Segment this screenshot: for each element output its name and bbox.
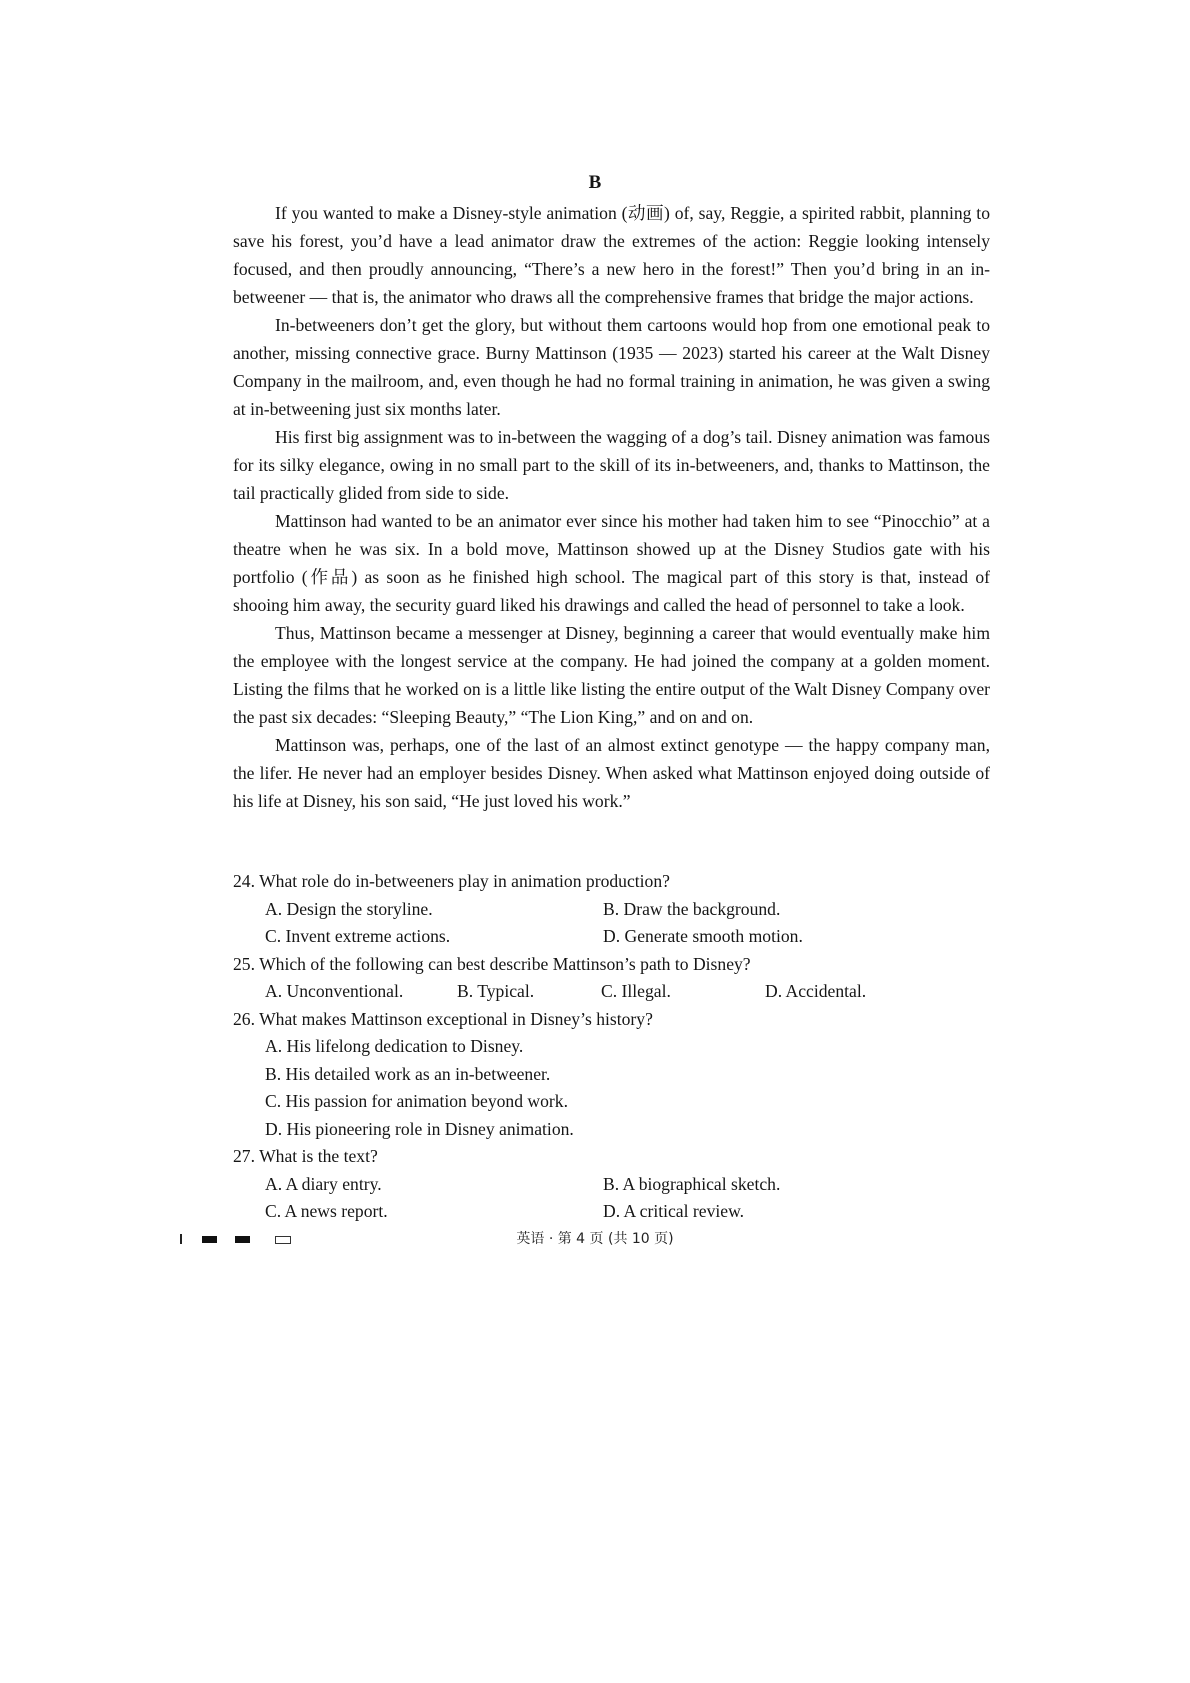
passage-paragraph: If you wanted to make a Disney-style animation (动画) of, say, Reggie, a spirited rabbit, planning to save his forest, you’d have a lead animator draw the extremes of the action: Reggie looking intensely focused, and then proudly announcing, “There’s a new hero in the forest!” Then you’d bring in an in-betweener — that is, the animator who draws all the comprehensive frames that bridge the major actions. (233, 203, 990, 307)
option-b: B. Typical. (457, 981, 535, 1001)
question-stem: 25. Which of the following can best describe Mattinson’s path to Disney? (233, 953, 751, 974)
section-title: B (588, 172, 602, 193)
option-a: A. Design the storyline. (265, 898, 433, 919)
passage-paragraph: Mattinson was, perhaps, one of the last of an almost extinct genotype — the happy company man, the lifer. He never had an employer besides Disney. When asked what Mattinson enjoyed doing outside of his life at Disney, his son said, “He just loved his work.” (233, 735, 990, 811)
option-d: D. Generate smooth motion. (603, 926, 803, 946)
passage-paragraph: In-betweeners don’t get the glory, but without them cartoons would hop from one emotional peak to another, missing connective grace. Burny Mattinson (1935 — 2023) started his career at the Walt Disney Company in the mailroom, and, even though he had no formal training in animation, he was given a swing at in-betweening just six months later. (233, 315, 990, 419)
option-c: C. Illegal. (601, 981, 671, 1001)
question-list (233, 868, 990, 1226)
option-a: A. A diary entry. (265, 1173, 382, 1194)
question-26 (233, 1006, 990, 1144)
option-list (233, 1171, 990, 1226)
option-c: C. Invent extreme actions. (265, 926, 451, 946)
option-list (233, 896, 990, 951)
question-stem: 27. What is the text? (233, 1146, 378, 1166)
option-c: C. A news report. (265, 1201, 388, 1221)
option-d: D. His pioneering role in Disney animation. (265, 1118, 574, 1139)
option-d: D. Accidental. (765, 981, 867, 1001)
option-list (233, 1033, 990, 1143)
option-b: B. Draw the background. (603, 898, 781, 919)
question-27 (233, 1143, 990, 1226)
question-stem: 24. What role do in-betweeners play in animation production? (233, 871, 670, 891)
reading-passage (233, 199, 990, 815)
option-c: C. His passion for animation beyond work. (265, 1091, 568, 1111)
option-b: B. A biographical sketch. (603, 1173, 781, 1194)
question-stem: 26. What makes Mattinson exceptional in Disney’s history? (233, 1008, 653, 1029)
passage-paragraph: His first big assignment was to in-between the wagging of a dog’s tail. Disney animation was famous for its silky elegance, owing in no small part to the skill of its in-betweeners, and, thanks to Mattinson, the tail practically glided from side to side. (233, 427, 990, 503)
option-a: A. Unconventional. (265, 981, 404, 1001)
passage-paragraph: Mattinson had wanted to be an animator ever since his mother had taken him to see “Pinocchio” at a theatre when he was six. In a bold move, Mattinson showed up at the Disney Studios gate with his portfolio (作品) as soon as he finished high school. The magical part of this story is that, instead of shooing him away, the security guard liked his drawings and called the head of personnel to take a look. (233, 511, 990, 615)
question-24 (233, 868, 990, 951)
option-list (233, 978, 990, 1006)
option-a: A. His lifelong dedication to Disney. (265, 1036, 524, 1056)
option-d: D. A critical review. (603, 1201, 745, 1221)
passage-paragraph: Thus, Mattinson became a messenger at Disney, beginning a career that would eventually make him the employee with the longest service at the company. He had joined the company at a golden moment. Listing the films that he worked on is a little like listing the entire output of the Walt Disney Company over the past six decades: “Sleeping Beauty,” “The Lion King,” and on and on. (233, 623, 990, 727)
page-footer: 英语 · 第 4 页 (共 10 页) (516, 1231, 674, 1247)
question-25 (233, 951, 990, 1006)
option-b: B. His detailed work as an in-betweener. (265, 1063, 551, 1084)
